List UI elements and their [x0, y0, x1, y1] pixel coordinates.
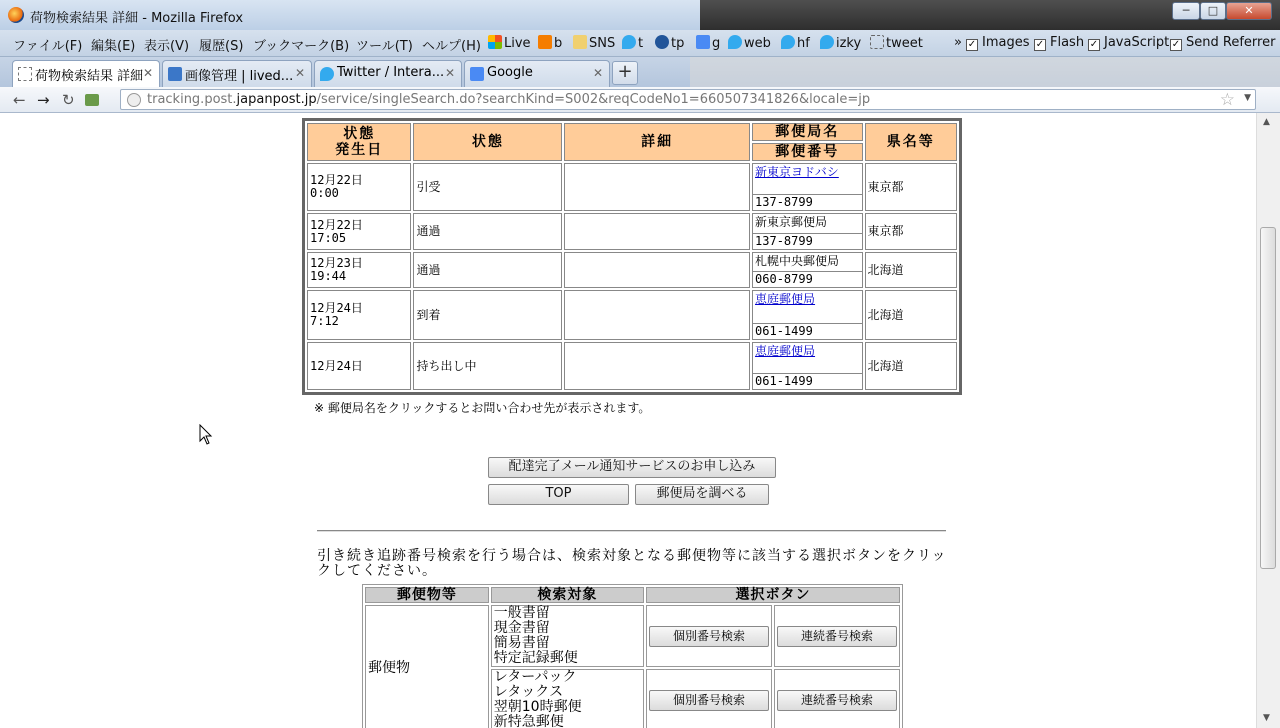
- page-icon: [18, 67, 32, 81]
- tracking-row: [307, 290, 957, 340]
- menu-bookmarks[interactable]: ブックマーク(B): [253, 39, 350, 54]
- forward-button[interactable]: →: [37, 91, 50, 109]
- postal-code: 061-1499: [755, 373, 813, 388]
- office-cell: [752, 252, 863, 288]
- tab-bar: [0, 57, 1280, 87]
- scroll-down-icon[interactable]: ▼: [1263, 713, 1270, 723]
- checkbox-icon: ✓: [967, 39, 977, 50]
- bookmark-star-icon[interactable]: ☆: [1219, 90, 1235, 110]
- continue-search-text: 引き続き追跡番号検索を行う場合は、検索対象となる郵便物等に該当する選択ボタンをクリックしてください。: [317, 548, 947, 579]
- detail-cell: [564, 163, 750, 211]
- tracking-table: [302, 118, 962, 395]
- twitter-icon: [320, 67, 334, 81]
- office-cell: [752, 342, 863, 390]
- new-tab-button[interactable]: +: [612, 61, 638, 85]
- back-button[interactable]: ←: [13, 91, 26, 109]
- chevron-down-icon[interactable]: ▼: [1244, 93, 1251, 103]
- google-icon: [696, 35, 710, 49]
- menu-bar: [0, 30, 1280, 57]
- vertical-scrollbar[interactable]: [1256, 113, 1280, 728]
- toggle-javascript[interactable]: ✓ JavaScript: [1089, 35, 1170, 50]
- divider: [317, 530, 946, 532]
- tracking-row: [307, 163, 957, 211]
- header-detail: 詳細: [564, 123, 750, 161]
- tab-close-icon[interactable]: ✕: [592, 66, 603, 80]
- header-office-name: 郵便局名: [752, 123, 863, 141]
- status-cell: 通過: [413, 213, 562, 250]
- category-cell: 郵便物: [365, 605, 489, 728]
- checkbox-icon: ✓: [1171, 39, 1181, 50]
- detail-cell: [564, 213, 750, 250]
- status-cell: 到着: [413, 290, 562, 340]
- date-cell: 12月24日: [307, 342, 411, 390]
- twitter-icon: [781, 35, 795, 49]
- close-button[interactable]: ✕: [1226, 2, 1272, 20]
- office-link[interactable]: 新東京ヨドバシ: [755, 164, 839, 179]
- office-cell: [752, 213, 863, 250]
- toggle-send-referrer[interactable]: ✓ Send Referrer: [1171, 35, 1276, 50]
- reload-button[interactable]: ↻: [62, 91, 75, 109]
- navigation-bar: [0, 87, 1280, 113]
- office-link[interactable]: 恵庭郵便局: [755, 291, 816, 306]
- bookmark-hf[interactable]: hf: [781, 35, 810, 51]
- detail-cell: [564, 342, 750, 390]
- bookmark-t[interactable]: t: [622, 35, 643, 51]
- firefox-icon: [8, 7, 24, 23]
- camera-icon: [655, 35, 669, 49]
- url-bar[interactable]: tracking.post.japanpost.jp/service/singleSearch.do?searchKind=S002&reqCodeNo1=660507341826&locale=jp ☆ ▼: [120, 89, 1256, 110]
- mail-notification-button[interactable]: 配達完了メール通知サービスのお申し込み: [488, 457, 776, 478]
- postal-code: 061-1499: [755, 323, 813, 338]
- header-status: 状態: [413, 123, 562, 161]
- bookmark-izky[interactable]: izky: [820, 35, 861, 51]
- search-target-cell: 一般書留 現金書留 簡易書留 特定記録郵便: [491, 605, 644, 667]
- toggle-flash[interactable]: ✓ Flash: [1035, 35, 1085, 50]
- minimize-button[interactable]: ─: [1172, 2, 1200, 20]
- search-target-cell: レターパック レタックス 翌朝10時郵便 新特急郵便: [491, 669, 644, 728]
- tracking-row: [307, 252, 957, 288]
- header-prefecture: 県名等: [865, 123, 957, 161]
- prefecture-cell: 東京都: [865, 213, 957, 250]
- twitter-icon: [820, 35, 834, 49]
- menu-history[interactable]: 履歴(S): [199, 39, 244, 54]
- office-name: 新東京郵便局: [755, 214, 828, 229]
- tab-twitter[interactable]: Twitter / Intera... ✕: [314, 60, 462, 87]
- globe-icon: [127, 93, 141, 107]
- sequential-search-button[interactable]: 連続番号検索: [777, 626, 897, 647]
- tab-livedoor[interactable]: 画像管理 | lived... ✕: [162, 60, 312, 87]
- page-content: [0, 113, 1256, 728]
- twitter-icon: [728, 35, 742, 49]
- date-cell: 12月22日 17:05: [307, 213, 411, 250]
- blogger-icon: [538, 35, 552, 49]
- postal-code: 137-8799: [755, 233, 813, 248]
- office-cell: [752, 163, 863, 211]
- menu-view[interactable]: 表示(V): [144, 39, 190, 54]
- individual-search-button[interactable]: 個別番号検索: [649, 690, 769, 711]
- bookmark-g[interactable]: g: [696, 35, 720, 51]
- bookmark-tweet[interactable]: tweet: [870, 35, 923, 51]
- tab-close-icon[interactable]: ✕: [294, 66, 305, 80]
- header-office-code: 郵便番号: [752, 143, 863, 161]
- tracking-row: [307, 213, 957, 250]
- date-cell: 12月22日 0:00: [307, 163, 411, 211]
- status-cell: 通過: [413, 252, 562, 288]
- status-cell: 持ち出し中: [413, 342, 562, 390]
- tracking-row: [307, 342, 957, 390]
- menu-file[interactable]: ファイル(F): [13, 39, 83, 54]
- tab-close-icon[interactable]: ✕: [142, 66, 153, 80]
- prefecture-cell: 北海道: [865, 290, 957, 340]
- search-selection-table: [362, 584, 903, 728]
- tab-tracking[interactable]: 荷物検索結果 詳細 ✕: [12, 60, 160, 88]
- header-search-target: 検索対象: [491, 587, 644, 603]
- top-button[interactable]: TOP: [488, 484, 629, 505]
- tab-google[interactable]: Google ✕: [464, 60, 610, 87]
- home-icon[interactable]: [85, 94, 99, 106]
- checkbox-icon: ✓: [1089, 39, 1099, 50]
- maximize-button[interactable]: □: [1200, 2, 1226, 20]
- windows-live-icon: [488, 35, 502, 49]
- header-select-button: 選択ボタン: [646, 587, 900, 603]
- tab-close-icon[interactable]: ✕: [444, 66, 455, 80]
- bookmarks-overflow-chevron[interactable]: »: [954, 35, 962, 50]
- prefecture-cell: 北海道: [865, 252, 957, 288]
- detail-cell: [564, 290, 750, 340]
- postal-code: 137-8799: [755, 194, 813, 209]
- office-cell: [752, 290, 863, 340]
- scroll-up-icon[interactable]: ▲: [1263, 117, 1270, 127]
- mouse-cursor-icon: [199, 424, 213, 446]
- sequential-search-button[interactable]: 連続番号検索: [777, 690, 897, 711]
- header-mail-type: 郵便物等: [365, 587, 489, 603]
- bookmark-tp[interactable]: tp: [655, 35, 684, 51]
- bookmark-web[interactable]: web: [728, 35, 771, 51]
- bookmark-live[interactable]: Live: [488, 35, 531, 51]
- prefecture-cell: 北海道: [865, 342, 957, 390]
- date-cell: 12月24日 7:12: [307, 290, 411, 340]
- individual-search-button[interactable]: 個別番号検索: [649, 626, 769, 647]
- menu-tools[interactable]: ツール(T): [356, 39, 413, 54]
- status-cell: 引受: [413, 163, 562, 211]
- page-icon: [870, 35, 884, 49]
- detail-cell: [564, 252, 750, 288]
- title-bar: [0, 0, 1280, 30]
- office-link-note: ※ 郵便局名をクリックするとお問い合わせ先が表示されます。: [314, 401, 651, 415]
- postal-code: 060-8799: [755, 271, 813, 286]
- date-cell: 12月23日 19:44: [307, 252, 411, 288]
- menu-edit[interactable]: 編集(E): [91, 39, 136, 54]
- bookmark-sns[interactable]: SNS: [573, 35, 615, 51]
- checkbox-icon: ✓: [1035, 39, 1045, 50]
- find-office-button[interactable]: 郵便局を調べる: [635, 484, 769, 505]
- menu-help[interactable]: ヘルプ(H): [422, 39, 481, 54]
- toggle-images[interactable]: ✓ Images: [967, 35, 1030, 50]
- twitter-icon: [622, 35, 636, 49]
- office-link[interactable]: 恵庭郵便局: [755, 343, 816, 358]
- header-date: 状態 発生日: [307, 123, 411, 161]
- bookmark-b[interactable]: b: [538, 35, 562, 51]
- google-icon: [470, 67, 484, 81]
- prefecture-cell: 東京都: [865, 163, 957, 211]
- window-title: 荷物検索結果 詳細 - Mozilla Firefox: [30, 11, 244, 26]
- scrollbar-thumb[interactable]: [1260, 227, 1276, 569]
- image-edit-icon: [168, 67, 182, 81]
- folder-icon: [573, 35, 587, 49]
- office-name: 札幌中央郵便局: [755, 253, 840, 268]
